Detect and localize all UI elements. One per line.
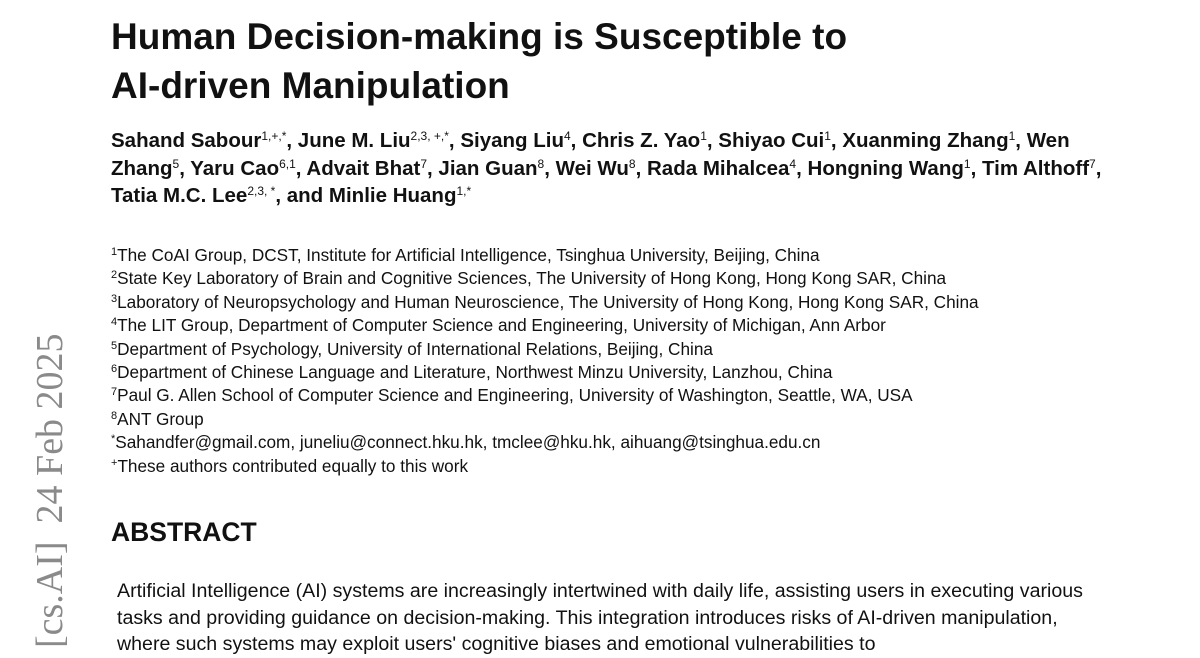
author-separator: , xyxy=(1095,156,1102,180)
affiliation-text: Department of Psychology, University of International Relations, Beijing, China xyxy=(117,338,713,359)
author-affiliation-marks: 1 xyxy=(700,129,707,143)
affiliation-mark: 2 xyxy=(111,269,118,282)
author-affiliation-marks: 7 xyxy=(1089,156,1096,171)
affiliation-line xyxy=(111,338,1171,361)
affiliation-line xyxy=(111,384,1171,407)
author-name: Chris Z. Yao xyxy=(582,129,701,152)
affiliation-mark: 4 xyxy=(111,316,118,329)
paper-title-line-2: AI-driven Manipulation xyxy=(111,65,510,106)
author-separator: , and xyxy=(275,184,329,207)
paper-title xyxy=(111,12,1111,110)
author-affiliation-marks: 4 xyxy=(789,156,797,171)
abstract-heading: ABSTRACT xyxy=(111,517,257,547)
author-affiliation-marks: 6,1 xyxy=(279,156,296,171)
author-separator: , xyxy=(830,129,843,152)
author-name: June M. Liu xyxy=(297,129,411,152)
affiliation-text: Department of Chinese Language and Literature, Northwest Minzu University, Lanzhou, China xyxy=(117,362,833,383)
affiliation-list xyxy=(111,244,1171,478)
author-separator: , xyxy=(1015,129,1027,152)
affiliation-text: Laboratory of Neuropsychology and Human Neuroscience, The University of Hong Kong, Hong Kong SAR, China xyxy=(117,291,979,312)
author-name: Yaru Cao xyxy=(190,156,280,180)
author-affiliation-marks: 1 xyxy=(1008,129,1016,143)
author-name: Shiyao Cui xyxy=(718,129,825,152)
author-affiliation-marks: 8 xyxy=(628,156,636,171)
affiliation-mark: 7 xyxy=(111,386,118,399)
affiliation-text: The LIT Group, Department of Computer Science and Engineering, University of Michigan, Ann Arbor xyxy=(117,315,886,336)
author-affiliation-marks: 2,3, +,* xyxy=(410,129,449,143)
arxiv-stamp xyxy=(30,308,70,648)
affiliation-line xyxy=(111,361,1171,384)
author-affiliation-marks: 5 xyxy=(172,156,180,171)
author-separator: , xyxy=(635,156,647,180)
affiliation-line xyxy=(111,244,1171,267)
author-affiliation-marks: 1 xyxy=(824,129,831,143)
author-name: Xuanming Zhang xyxy=(842,129,1009,152)
author-separator: , xyxy=(796,156,808,180)
affiliation-text: The CoAI Group, DCST, Institute for Artificial Intelligence, Tsinghua University, Beijing, China xyxy=(117,245,820,265)
affiliation-line xyxy=(111,431,1171,454)
affiliation-line xyxy=(111,455,1171,478)
affiliation-line xyxy=(111,291,1171,314)
affiliation-mark: 1 xyxy=(111,246,118,258)
affiliation-mark: 8 xyxy=(111,409,118,422)
affiliation-line xyxy=(111,314,1171,337)
author-affiliation-marks: 8 xyxy=(537,156,545,171)
author-separator: , xyxy=(706,129,719,152)
author-name: Minlie Huang xyxy=(328,184,457,207)
author-name: Advait Bhat xyxy=(306,156,421,180)
affiliation-text: Paul G. Allen School of Computer Science and Engineering, University of Washington, Seattle, WA, USA xyxy=(117,385,913,406)
author-list xyxy=(111,127,1111,210)
author-separator: , xyxy=(286,129,298,152)
author-name: Wen Zhang xyxy=(111,129,1070,180)
affiliation-text: State Key Laboratory of Brain and Cognitive Sciences, The University of Hong Kong, Hong Kong SAR, China xyxy=(117,268,947,289)
abstract-text: Artificial Intelligence (AI) systems are increasingly intertwined with daily life, assisting users in executing various tasks and providing guidance on decision-making. This integration introduces risks of AI-driven manipulation, where such systems may exploit users' cognitive biases and emotional vulnerabilities to xyxy=(117,580,1083,655)
author-separator: , xyxy=(544,156,556,180)
author-affiliation-marks: 7 xyxy=(420,156,428,171)
author-name: Siyang Liu xyxy=(460,129,564,152)
author-affiliation-marks: 1 xyxy=(963,156,971,171)
author-separator: , xyxy=(570,129,583,152)
affiliation-mark: + xyxy=(111,456,118,469)
affiliation-text: Sahandfer@gmail.com, juneliu@connect.hku.hk, tmclee@hku.hk, aihuang@tsinghua.edu.cn xyxy=(115,432,821,453)
author-separator: , xyxy=(427,156,439,180)
affiliation-text: These authors contributed equally to this work xyxy=(117,455,469,476)
author-name: Wei Wu xyxy=(555,156,629,180)
affiliation-mark: 5 xyxy=(111,339,118,352)
author-name: Tim Althoff xyxy=(981,156,1090,180)
affiliation-line xyxy=(111,267,1171,290)
author-name: Tatia M.C. Lee xyxy=(111,184,248,207)
author-separator: , xyxy=(295,156,307,180)
author-name: Jian Guan xyxy=(438,156,538,180)
arxiv-date: 24 Feb 2025 xyxy=(29,333,71,524)
author-affiliation-marks: 4 xyxy=(563,129,571,143)
paper-title-line-1: Human Decision-making is Susceptible to xyxy=(111,16,848,57)
author-separator: , xyxy=(970,156,982,180)
author-name: Rada Mihalcea xyxy=(647,156,790,180)
affiliation-text: ANT Group xyxy=(117,408,204,429)
author-affiliation-marks: 2,3, * xyxy=(247,184,276,198)
affiliation-mark: 3 xyxy=(111,292,118,305)
author-affiliation-marks: 1,* xyxy=(456,184,472,198)
author-name: Hongning Wang xyxy=(807,156,964,180)
affiliation-mark: * xyxy=(111,433,116,446)
author-separator: , xyxy=(179,156,191,180)
arxiv-category: [cs.AI] xyxy=(29,541,71,648)
affiliation-mark: 6 xyxy=(111,363,118,376)
author-name: Sahand Sabour xyxy=(111,129,262,152)
author-separator: , xyxy=(448,129,461,152)
affiliation-line xyxy=(111,408,1171,431)
author-affiliation-marks: 1,+,* xyxy=(261,129,287,143)
